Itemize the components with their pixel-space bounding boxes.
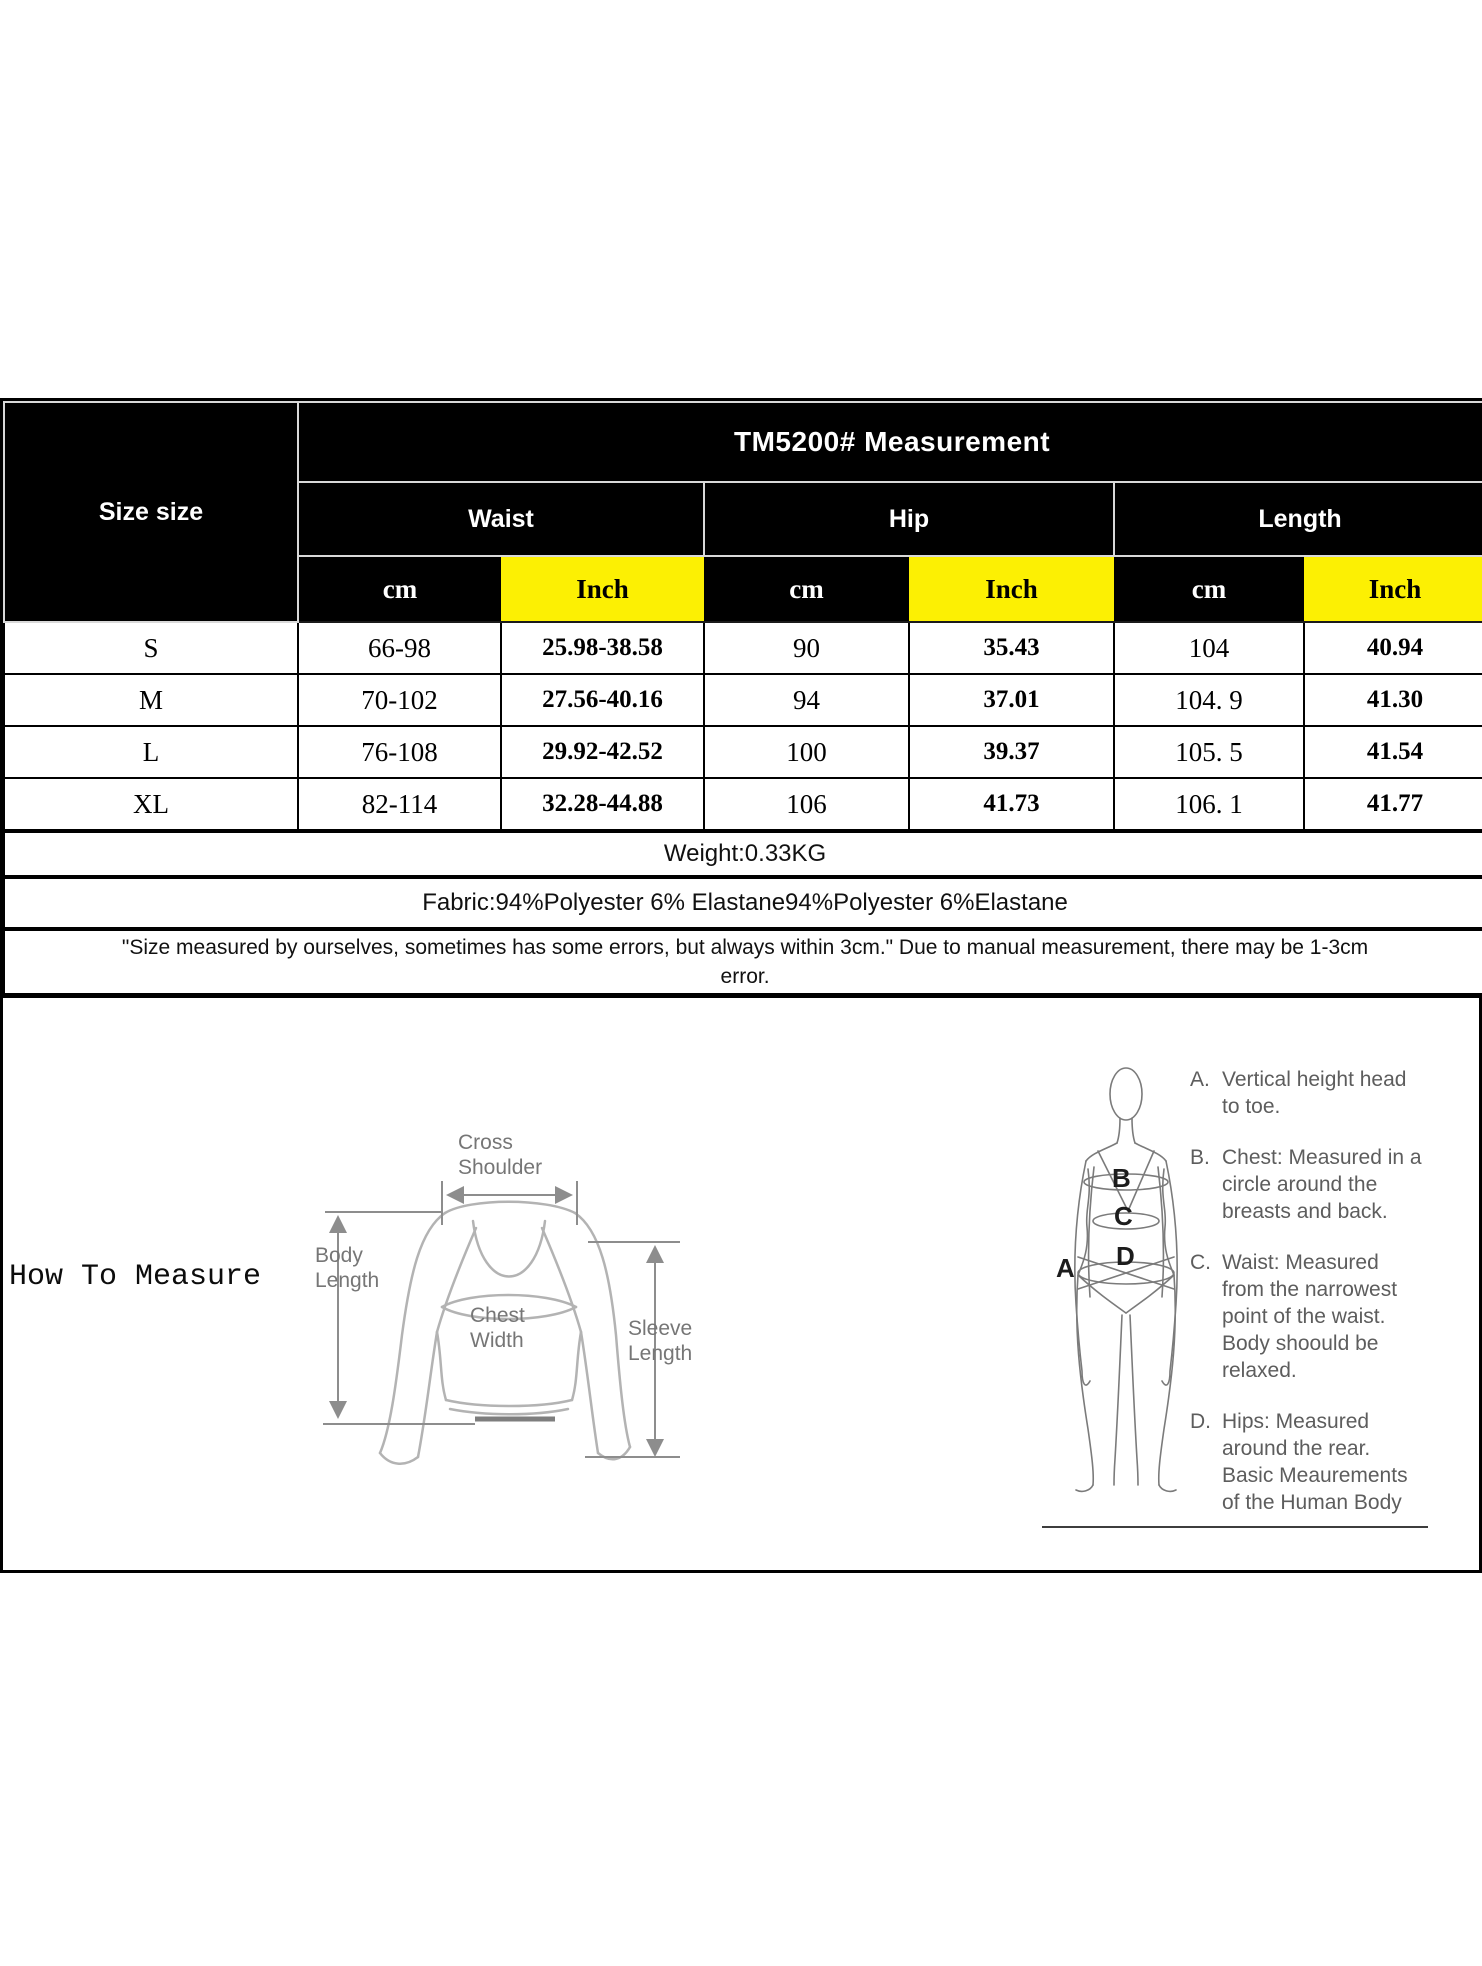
unit-header-waist-inch: Inch <box>501 556 704 622</box>
hip-cm-cell: 94 <box>704 674 909 726</box>
waist-inch-cell: 27.56-40.16 <box>501 674 704 726</box>
hip-inch-cell: 39.37 <box>909 726 1114 778</box>
unit-header-length-cm: cm <box>1114 556 1304 622</box>
disclaimer-line: "Size measured by ourselves, sometimes has some errors, but always within 3cm." Due to manual measurement, there may be 1-3cm <box>121 936 1369 959</box>
length-cm-cell: 104 <box>1114 622 1304 674</box>
waist-cm-cell: 70-102 <box>298 674 501 726</box>
unit-header-waist-cm: cm <box>298 556 501 622</box>
note-label: C. <box>1190 1251 1211 1274</box>
hip-inch-cell: 35.43 <box>909 622 1114 674</box>
waist-inch-cell: 29.92-42.52 <box>501 726 704 778</box>
waist-cm-cell: 76-108 <box>298 726 501 778</box>
note-d <box>1190 1408 1446 1516</box>
measurement-notes <box>1190 1066 1446 1540</box>
body-length-label: Body Length <box>315 1244 380 1292</box>
how-to-measure-section <box>3 995 1479 1570</box>
chest-width-label: Chest Width <box>470 1304 525 1352</box>
marker-c: C <box>1114 1201 1133 1231</box>
sleeve-length-label: Sleeve Length <box>628 1317 693 1365</box>
hip-cm-cell: 106 <box>704 778 909 831</box>
size-cell: S <box>4 622 298 674</box>
table-row <box>4 622 1482 674</box>
group-header-length: Length <box>1114 482 1482 556</box>
note-label: A. <box>1190 1068 1210 1091</box>
note-text: Waist: Measured from the narrowest point of the waist. Body shoould be relaxed. <box>1222 1251 1398 1382</box>
note-label: B. <box>1190 1146 1210 1169</box>
size-cell: M <box>4 674 298 726</box>
size-cell: L <box>4 726 298 778</box>
size-cell: XL <box>4 778 298 831</box>
group-header-hip: Hip <box>704 482 1114 556</box>
marker-a: A <box>1056 1253 1075 1283</box>
table-row <box>4 674 1482 726</box>
notes-underline <box>1042 1526 1428 1528</box>
waist-inch-cell: 25.98-38.58 <box>501 622 704 674</box>
note-a <box>1190 1066 1446 1120</box>
unit-header-length-inch: Inch <box>1304 556 1482 622</box>
length-inch-cell: 41.54 <box>1304 726 1482 778</box>
table-row <box>4 778 1482 831</box>
length-cm-cell: 106. 1 <box>1114 778 1304 831</box>
size-disclaimer <box>4 929 1482 994</box>
hip-cm-cell: 90 <box>704 622 909 674</box>
waist-cm-cell: 66-98 <box>298 622 501 674</box>
how-to-measure-heading: How To Measure <box>9 1260 262 1294</box>
length-cm-cell: 105. 5 <box>1114 726 1304 778</box>
hip-inch-cell: 41.73 <box>909 778 1114 831</box>
cross-shoulder-label: Cross Shoulder <box>458 1131 543 1179</box>
group-header-waist: Waist <box>298 482 704 556</box>
weight-note: Weight:0.33KG <box>4 831 1482 877</box>
marker-b: B <box>1112 1163 1131 1193</box>
table-title: TM5200# Measurement <box>298 402 1482 482</box>
note-b <box>1190 1144 1446 1225</box>
length-inch-cell: 41.30 <box>1304 674 1482 726</box>
hip-inch-cell: 37.01 <box>909 674 1114 726</box>
table-row <box>4 726 1482 778</box>
unit-header-hip-cm: cm <box>704 556 909 622</box>
fabric-note: Fabric:94%Polyester 6% Elastane94%Polyester 6%Elastane <box>4 877 1482 929</box>
size-column-header: Size size <box>4 402 298 622</box>
unit-header-hip-inch: Inch <box>909 556 1114 622</box>
length-cm-cell: 104. 9 <box>1114 674 1304 726</box>
disclaimer-line: error. <box>720 965 770 988</box>
note-label: D. <box>1190 1410 1211 1433</box>
note-text: Hips: Measured around the rear. Basic Meaurements of the Human Body <box>1222 1410 1408 1514</box>
length-inch-cell: 41.77 <box>1304 778 1482 831</box>
waist-cm-cell: 82-114 <box>298 778 501 831</box>
size-chart-frame <box>0 398 1482 1573</box>
note-c <box>1190 1249 1446 1384</box>
waist-inch-cell: 32.28-44.88 <box>501 778 704 831</box>
hip-cm-cell: 100 <box>704 726 909 778</box>
length-inch-cell: 40.94 <box>1304 622 1482 674</box>
note-text: Vertical height head to toe. <box>1222 1068 1407 1118</box>
marker-d: D <box>1116 1241 1135 1271</box>
measurement-table <box>3 401 1482 995</box>
note-text: Chest: Measured in a circle around the breasts and back. <box>1222 1146 1422 1223</box>
